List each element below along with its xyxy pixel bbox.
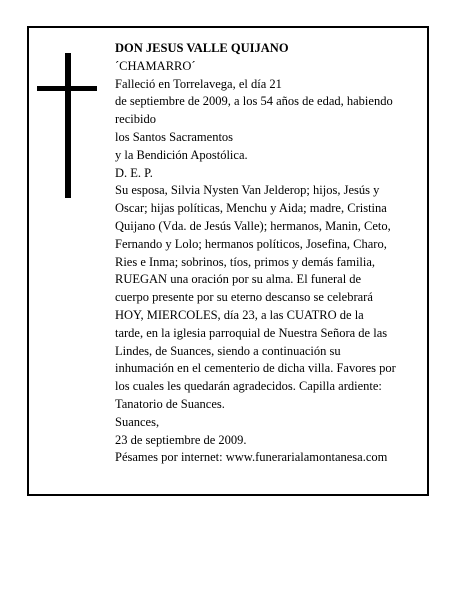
body-line: Su esposa, Silvia Nysten Van Jelderop; hijos, Jesús y	[115, 183, 380, 198]
body-line: Ries e Inma; sobrinos, tíos, primos y demás familia,	[115, 254, 376, 269]
body-line: HOY, MIERCOLES, día 23, a las CUATRO de la	[115, 307, 364, 322]
body-line: inhumación en el cementerio de dicha villa. Favores por	[115, 361, 396, 376]
body-line: Fernando y Lolo; hermanos políticos, Josefina, Charo,	[115, 236, 387, 251]
body-line: Pésames por internet: www.funerarialamontanesa.com	[115, 450, 388, 465]
body-line: los cuales les quedarán agradecidos. Capilla ardiente:	[115, 379, 382, 394]
body-line: los Santos Sacramentos	[115, 129, 234, 144]
cross-vertical-bar	[65, 53, 71, 198]
cross-icon	[37, 53, 97, 198]
deceased-name: DON JESUS VALLE QUIJANO	[115, 41, 289, 55]
body-line: Falleció en Torrelavega, el día 21	[115, 76, 282, 91]
deceased-nickname: ´CHAMARRO´	[115, 58, 196, 73]
body-line: Quijano (Vda. de Jesús Valle); hermanos, Manin, Ceto,	[115, 218, 391, 233]
body-line: cuerpo presente por su eterno descanso se celebrará	[115, 290, 373, 305]
body-line: 23 de septiembre de 2009.	[115, 432, 247, 447]
body-line: Tanatorio de Suances.	[115, 396, 225, 411]
body-line: tarde, en la iglesia parroquial de Nuestra Señora de las	[115, 325, 388, 340]
body-line: recibido	[115, 112, 156, 127]
body-line: RUEGAN una oración por su alma. El funeral de	[115, 272, 362, 287]
body-line: y la Bendición Apostólica.	[115, 147, 248, 162]
body-line: D. E. P.	[115, 165, 153, 180]
cross-horizontal-bar	[37, 86, 97, 91]
body-line: Suances,	[115, 414, 160, 429]
body-line: de septiembre de 2009, a los 54 años de edad, habiendo	[115, 94, 393, 109]
body-line: Oscar; hijas políticas, Menchu y Aida; madre, Cristina	[115, 201, 387, 216]
body-line: Lindes, de Suances, siendo a continuación su	[115, 343, 341, 358]
obituary-text	[115, 40, 421, 467]
